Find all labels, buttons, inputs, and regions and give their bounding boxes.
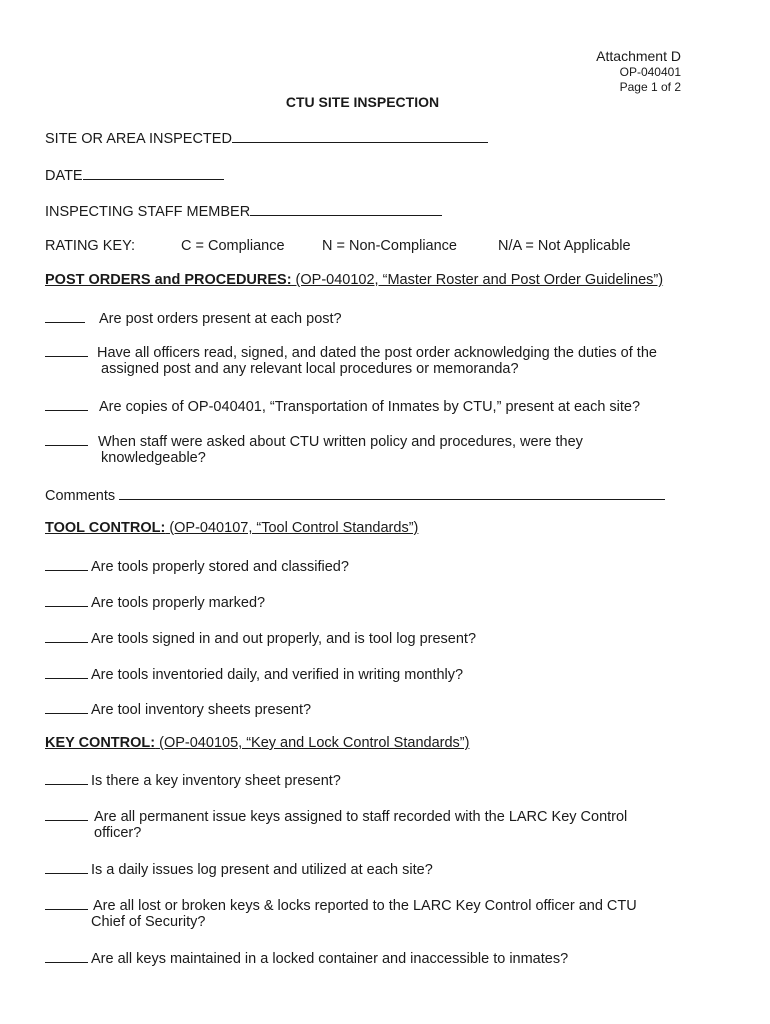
rating-blank[interactable]	[45, 771, 88, 785]
question-text: When staff were asked about CTU written policy and procedures, were they	[98, 434, 583, 450]
post-orders-heading	[45, 272, 663, 288]
question-text: Are copies of OP-040401, “Transportation of Inmates by CTU,” present at each site?	[99, 399, 641, 415]
post-orders-q4	[45, 432, 681, 466]
question-text-continued: Chief of Security?	[91, 914, 206, 930]
rating-blank[interactable]	[45, 860, 88, 874]
post-orders-q1	[45, 309, 681, 327]
post-orders-title: POST ORDERS and PROCEDURES:	[45, 272, 292, 288]
key-control-q2	[45, 807, 681, 841]
question-text: Are post orders present at each post?	[99, 311, 342, 327]
rating-blank[interactable]	[45, 807, 88, 821]
question-text: Are tools properly marked?	[91, 595, 266, 611]
question-text: Have all officers read, signed, and dated the post order acknowledging the duties of the	[97, 345, 657, 361]
key-control-ref: (OP-040105, “Key and Lock Control Standards”)	[155, 735, 470, 751]
staff-field	[45, 202, 442, 220]
tool-control-q4	[45, 665, 681, 683]
tool-control-q2	[45, 593, 681, 611]
key-control-title: KEY CONTROL:	[45, 735, 156, 751]
key-control-heading	[45, 735, 469, 751]
tool-control-ref: (OP-040107, “Tool Control Standards”)	[165, 520, 419, 536]
site-label: SITE OR AREA INSPECTED	[45, 131, 232, 147]
tool-control-heading	[45, 520, 418, 536]
rating-key-not-applicable: N/A = Not Applicable	[498, 238, 631, 254]
post-orders-q2	[45, 343, 681, 377]
question-text: Are tool inventory sheets present?	[91, 702, 312, 718]
tool-control-title: TOOL CONTROL:	[45, 520, 166, 536]
rating-blank[interactable]	[45, 557, 88, 571]
rating-blank[interactable]	[45, 629, 88, 643]
rating-blank[interactable]	[45, 432, 88, 446]
question-text-continued: knowledgeable?	[101, 450, 206, 466]
doc-number: OP-040401	[619, 65, 681, 79]
rating-blank[interactable]	[45, 309, 85, 323]
question-text-continued: officer?	[94, 825, 142, 841]
rating-key-compliance: C = Compliance	[181, 238, 285, 254]
question-text: Are tools signed in and out properly, and is tool log present?	[91, 631, 477, 647]
question-text: Is a daily issues log present and utilized at each site?	[91, 862, 433, 878]
question-text: Is there a key inventory sheet present?	[91, 773, 341, 789]
staff-label: INSPECTING STAFF MEMBER	[45, 204, 251, 220]
rating-key-non-compliance: N = Non-Compliance	[322, 238, 457, 254]
question-text: Are all lost or broken keys & locks reported to the LARC Key Control officer and CTU	[93, 898, 637, 914]
rating-key-label: RATING KEY:	[45, 238, 135, 254]
comments-label: Comments	[45, 488, 116, 504]
key-control-q3	[45, 860, 681, 878]
rating-blank[interactable]	[45, 896, 88, 910]
tool-control-q5	[45, 700, 681, 718]
rating-blank[interactable]	[45, 397, 88, 411]
question-text: Are tools properly stored and classified?	[91, 559, 349, 575]
tool-control-q3	[45, 629, 681, 647]
question-text-continued: assigned post and any relevant local procedures or memoranda?	[101, 361, 519, 377]
staff-blank[interactable]	[250, 202, 442, 216]
rating-blank[interactable]	[45, 700, 88, 714]
post-orders-ref: (OP-040102, “Master Roster and Post Order Guidelines”)	[291, 272, 664, 288]
date-label: DATE	[45, 168, 83, 184]
rating-blank[interactable]	[45, 343, 88, 357]
page-title: CTU SITE INSPECTION	[285, 94, 440, 110]
page-number: Page 1 of 2	[619, 80, 681, 94]
key-control-q4	[45, 896, 681, 930]
site-blank[interactable]	[232, 129, 488, 143]
question-text: Are all keys maintained in a locked container and inaccessible to inmates?	[91, 951, 569, 967]
key-control-q5	[45, 949, 681, 967]
comments-field	[45, 486, 665, 504]
date-blank[interactable]	[83, 166, 224, 180]
comments-blank[interactable]	[119, 486, 665, 500]
question-text: Are all permanent issue keys assigned to staff recorded with the LARC Key Control	[94, 809, 628, 825]
date-field	[45, 166, 224, 184]
rating-blank[interactable]	[45, 593, 88, 607]
question-text: Are tools inventoried daily, and verified in writing monthly?	[91, 667, 464, 683]
rating-blank[interactable]	[45, 949, 88, 963]
attachment-label: Attachment D	[596, 48, 681, 64]
key-control-q1	[45, 771, 681, 789]
site-field	[45, 129, 488, 147]
rating-blank[interactable]	[45, 665, 88, 679]
tool-control-q1	[45, 557, 681, 575]
post-orders-q3	[45, 397, 681, 415]
